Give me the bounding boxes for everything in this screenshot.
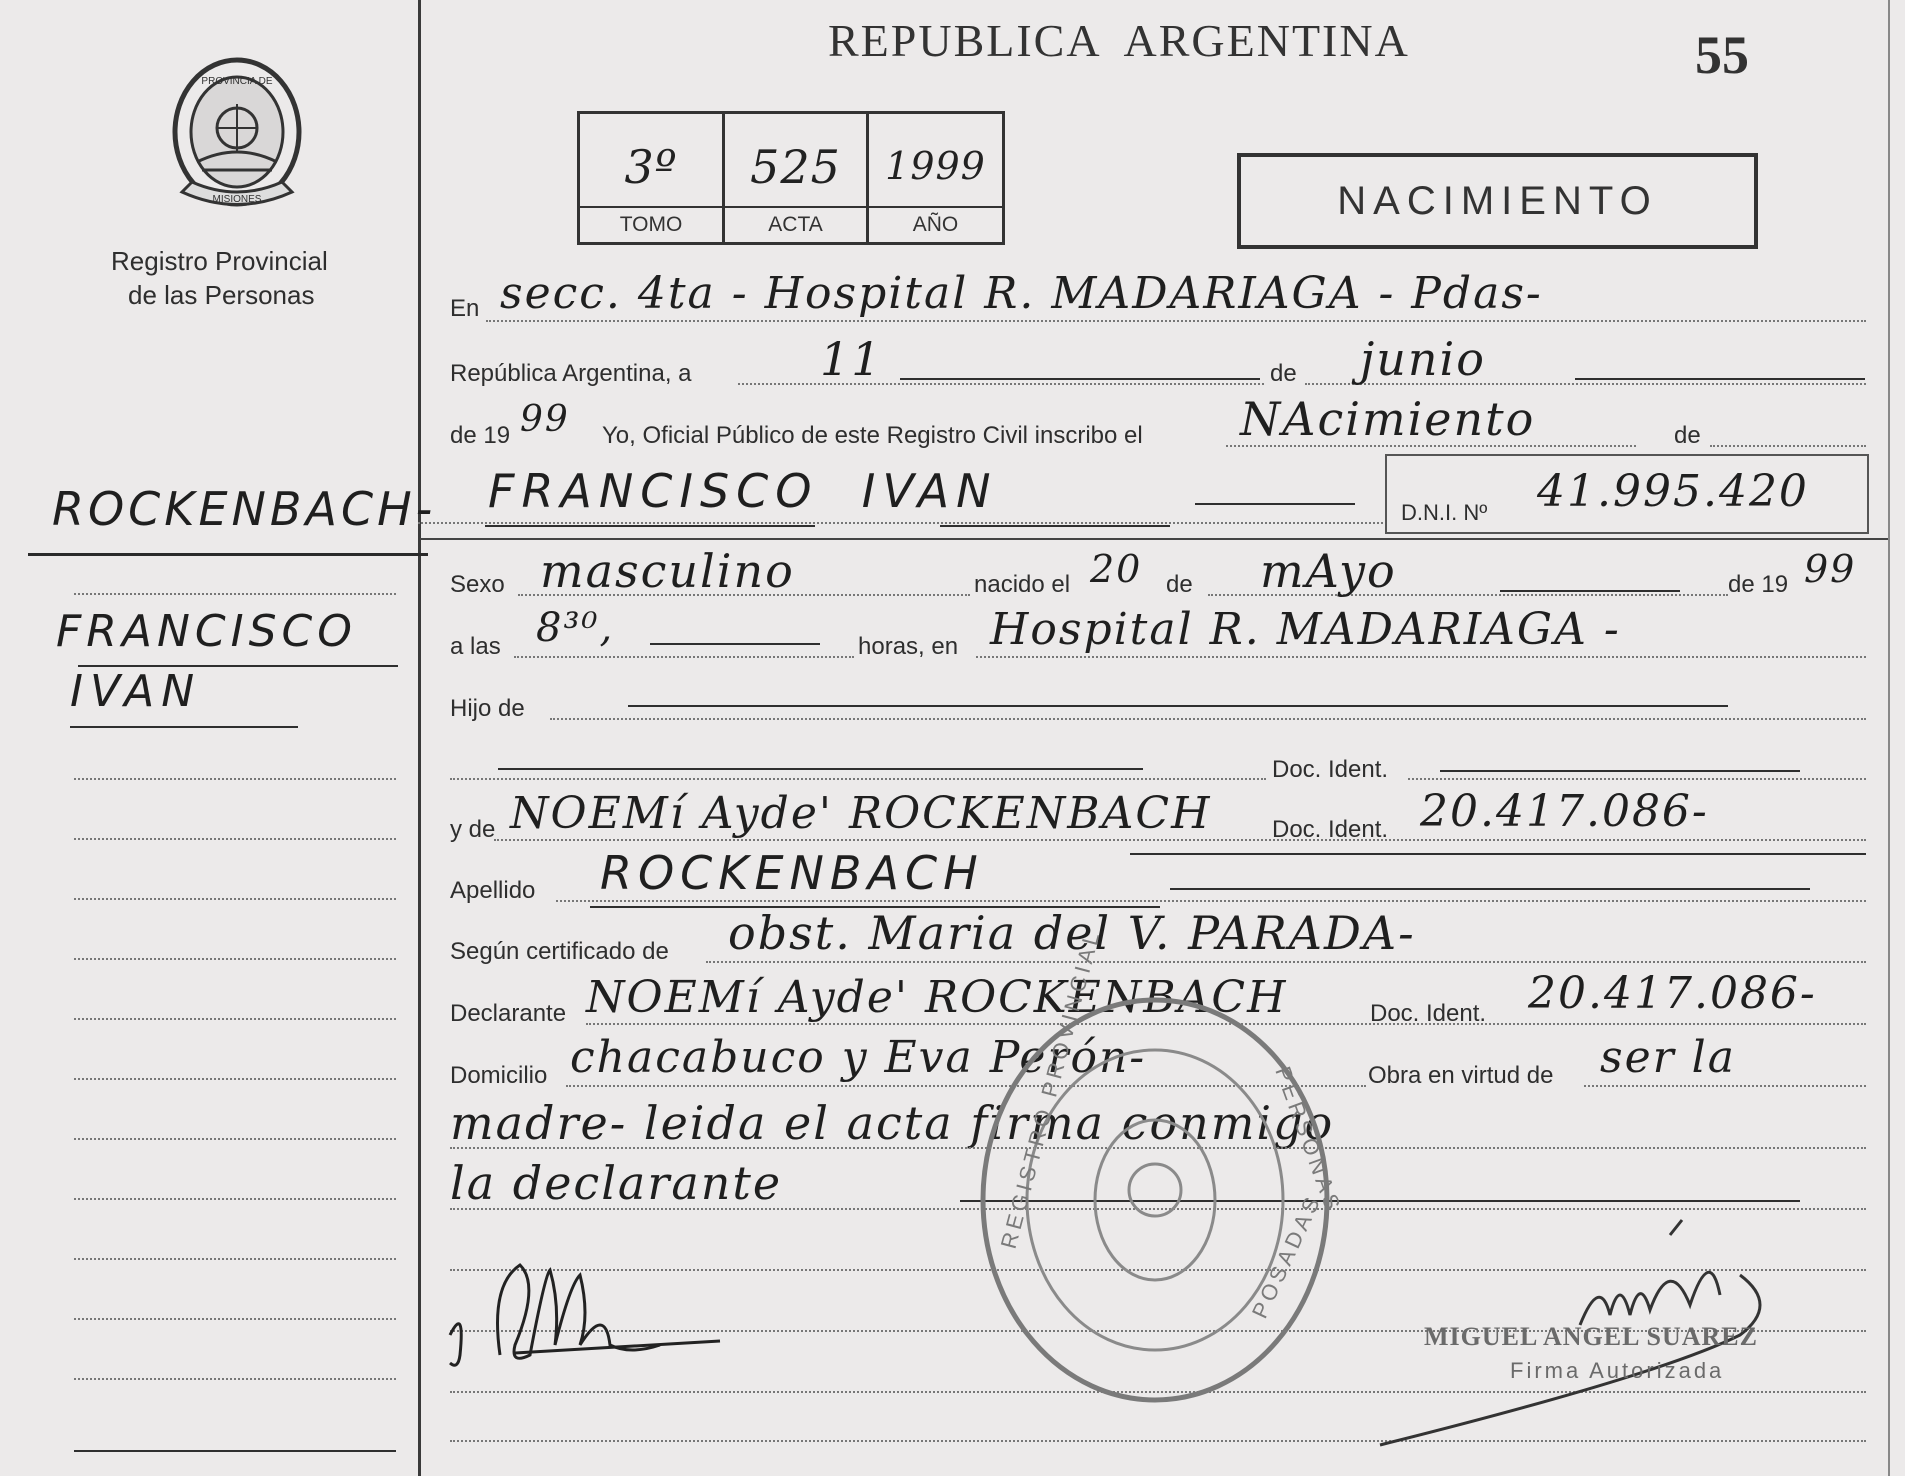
svg-text:PERSONAS: PERSONAS [1270,1063,1347,1217]
office-name-line1: Registro Provincial [111,246,328,276]
father-doc-underline [1440,770,1800,772]
mother-underline [1130,853,1866,855]
provincial-seal-icon [162,52,312,218]
acta-value: 525 [750,140,841,194]
nacido-label: nacido el [974,571,1071,598]
mother-value: NOEMí Ayde' ROCKENBACH [510,788,1212,839]
en-dots [486,320,1866,322]
country-title: REPUBLICA ARGENTINA [828,15,1410,66]
doc-ident-label-1: Doc. Ident. [1272,756,1389,783]
a-las-label: a las [450,633,501,660]
birth-month: mAyo [1260,544,1397,598]
birth-day: 20 [1090,547,1143,591]
apellido-value: ROCKENBACH [600,846,984,900]
name-dash [1195,503,1355,505]
margin-surname: ROCKENBACH- [52,482,437,536]
birth-year: 99 [1804,547,1857,591]
margin-divider [418,0,421,1476]
certificado-value: obst. Maria del V. PARADA- [728,906,1416,960]
declarante-label: Declarante [450,1000,567,1027]
svg-text:REGISTRO PROVINCIAL: REGISTRO PROVINCIAL [995,925,1106,1252]
obra-label: Obra en virtud de [1368,1062,1554,1089]
yo-label: Yo, Oficial Público de este Registro Civil inscribo el [602,422,1143,449]
name-dots [418,522,1383,524]
svg-text:MISIONES: MISIONES [212,194,262,205]
obra-dots [1584,1085,1866,1087]
margin-dots [74,1138,396,1140]
hijo-underline [628,705,1728,707]
child-name: FRANCISCO IVAN [488,464,998,518]
domicilio-value: chacabuco y Eva Perón- [570,1032,1147,1083]
margin-surname-underline [28,553,428,556]
mother-dots [494,839,1866,841]
obra-line-3: la declarante [450,1156,783,1210]
obra-line-2: madre- leida el acta firma conmigo [450,1096,1335,1150]
sexo-label: Sexo [450,571,505,598]
obra-value: ser la [1600,1032,1736,1083]
place-value: Hospital R. MADARIAGA - [990,604,1621,655]
margin-dots [74,778,396,780]
margin-dots [74,1318,396,1320]
svg-text:PROVINCIA DE: PROVINCIA DE [201,76,273,87]
acta-label: ACTA [725,206,866,242]
day-value: 11 [820,332,883,386]
act-value: NAcimiento [1240,392,1536,446]
day-dots [738,383,1264,385]
month-underline [1575,378,1865,380]
dni-value: 41.995.420 [1537,466,1809,517]
margin-dots [74,958,396,960]
margin-dots [74,898,396,900]
official-stamp-name: MIGUEL ANGEL SUAREZ [1424,1322,1758,1351]
certificado-dots [706,961,1866,963]
apellido-underline-2 [1170,888,1810,890]
margin-dots [74,838,396,840]
doc-ident-label-3: Doc. Ident. [1370,1000,1487,1027]
anio-label: AÑO [869,206,1002,242]
birth-month-underline [1500,590,1680,592]
father-dots [450,778,1266,780]
republica-label: República Argentina, a [450,360,692,387]
page-number: 55 [1695,25,1749,85]
registry-seal-icon [975,925,1347,1410]
anio-value: 1999 [885,144,986,188]
record-table [577,111,1005,245]
yde-label: y de [450,816,496,843]
right-edge-line [1888,0,1890,1476]
place-dots [976,656,1866,658]
margin-dots [74,1018,396,1020]
apellido-dots [556,900,1866,902]
name-underline-2 [940,525,1170,527]
margin-dots [74,1258,396,1260]
day-underline [900,378,1260,380]
de19-label: de 19 [450,422,511,449]
margin-name-line1: FRANCISCO [56,606,357,657]
tomo-label: TOMO [580,206,722,242]
de19-label-2: de 19 [1728,571,1789,598]
de-label-3: de [1166,571,1193,598]
margin-name2-underline [70,726,298,728]
office-name-line2: de las Personas [128,280,315,310]
father-underline [498,768,1143,770]
hora-underline [650,643,820,645]
tomo-cell [580,114,725,242]
declarante-doc: 20.417.086- [1528,968,1817,1019]
registry-circle-seal [975,925,1347,1415]
dni-box [1385,454,1869,534]
de-label-2: de [1674,422,1701,449]
apellido-label: Apellido [450,877,536,904]
provincial-seal [162,52,312,218]
domicilio-label: Domicilio [450,1062,548,1089]
declarant-signature-icon [430,1245,730,1375]
hora-dots [514,656,854,658]
mother-doc: 20.417.086- [1420,786,1709,837]
en-label: En [450,295,480,322]
declarant-signature [430,1245,730,1380]
doc-ident-label-2: Doc. Ident. [1272,816,1389,843]
acta-cell [725,114,869,242]
section-divider [420,538,1888,540]
horas-label: horas, en [858,633,959,660]
svg-text:POSADAS: POSADAS [1246,1189,1327,1323]
margin-bottom-line [74,1450,396,1452]
sexo-value: masculino [540,544,795,598]
official-stamp-title: Firma Autorizada [1510,1358,1725,1383]
name-underline-1 [485,525,815,527]
tomo-value: 3º [624,140,678,194]
anio-cell [869,114,1002,242]
hijo-label: Hijo de [450,695,525,722]
father-doc-dots [1408,778,1866,780]
dni-label: D.N.I. Nº [1401,500,1488,525]
margin-name-line2: IVAN [70,666,202,717]
margin-dots [74,1378,396,1380]
month-value: junio [1360,332,1486,386]
record-type-box: NACIMIENTO [1237,153,1758,249]
de2-dots [1710,445,1866,447]
margin-dots [74,1078,396,1080]
margin-dots-1 [74,593,396,595]
hora-value: 8³⁰, [536,605,615,651]
de-label: de [1270,360,1297,387]
declarante-value: NOEMí Ayde' ROCKENBACH [586,972,1288,1023]
certificado-label: Según certificado de [450,938,669,965]
margin-dots [74,1198,396,1200]
en-value: secc. 4ta - Hospital R. MADARIAGA - Pdas- [500,268,1543,319]
hijo-dots [550,718,1866,720]
year-value: 99 [520,399,570,440]
